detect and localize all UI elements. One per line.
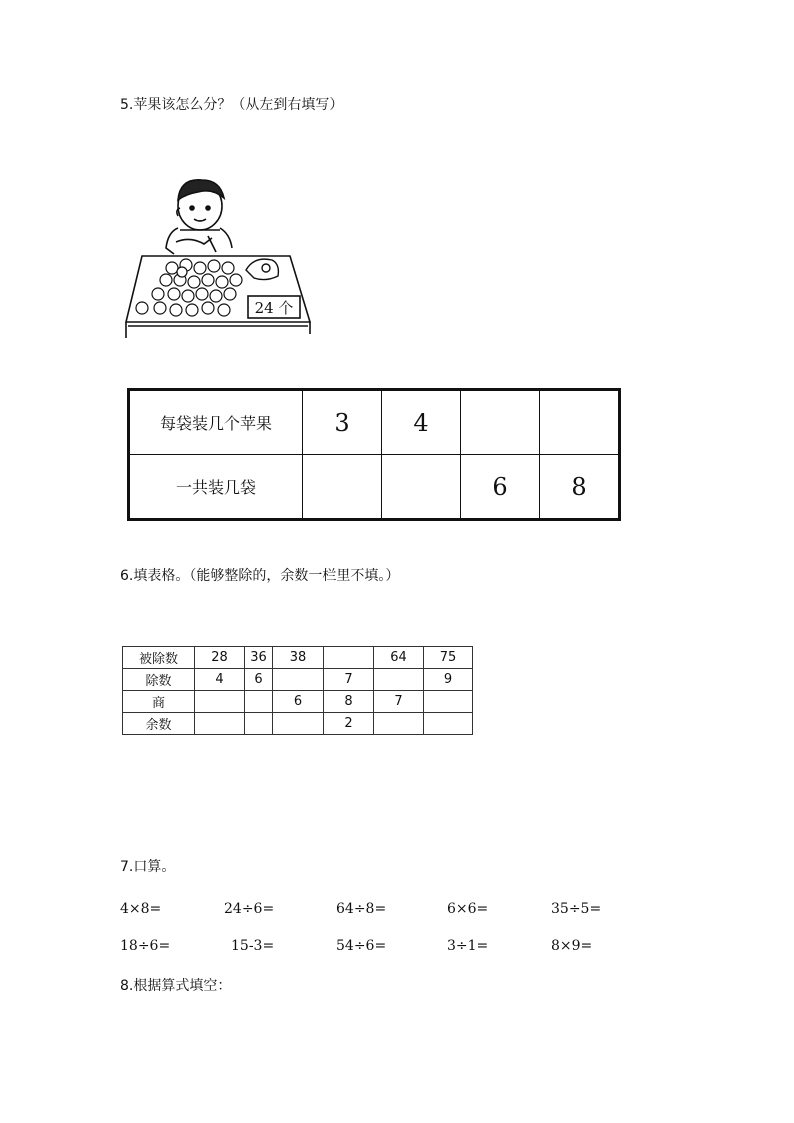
row-label: 被除数 bbox=[123, 647, 195, 669]
table-cell[interactable] bbox=[424, 691, 473, 713]
table-row bbox=[129, 390, 620, 455]
division-fill-table bbox=[122, 646, 473, 735]
table-cell[interactable] bbox=[273, 669, 324, 691]
table-cell[interactable]: 6 bbox=[461, 455, 540, 520]
table-row bbox=[123, 669, 473, 691]
table-cell[interactable]: 6 bbox=[273, 691, 324, 713]
table-cell[interactable]: 8 bbox=[324, 691, 374, 713]
table-cell[interactable]: 38 bbox=[273, 647, 324, 669]
row-label: 一共装几袋 bbox=[129, 455, 303, 520]
table-cell[interactable]: 6 bbox=[245, 669, 273, 691]
table-row bbox=[123, 713, 473, 735]
row-label: 每袋装几个苹果 bbox=[129, 390, 303, 455]
table-cell[interactable] bbox=[540, 390, 620, 455]
question-6-title: 6.填表格。（能够整除的，余数一栏里不填。） bbox=[120, 568, 400, 584]
table-cell[interactable]: 4 bbox=[382, 390, 461, 455]
table-cell[interactable] bbox=[303, 455, 382, 520]
table-cell[interactable] bbox=[461, 390, 540, 455]
table-row bbox=[123, 647, 473, 669]
table-cell[interactable] bbox=[374, 713, 424, 735]
table-cell[interactable] bbox=[324, 647, 374, 669]
calc-item[interactable]: 35÷5= bbox=[551, 901, 602, 917]
calc-item[interactable]: 54÷6= bbox=[336, 938, 387, 954]
table-cell[interactable] bbox=[195, 713, 245, 735]
calc-item[interactable]: 6×6= bbox=[447, 901, 489, 917]
table-cell[interactable] bbox=[245, 691, 273, 713]
calc-item[interactable]: 3÷1= bbox=[447, 938, 489, 954]
table-cell[interactable] bbox=[374, 669, 424, 691]
question-7-title: 7.口算。 bbox=[120, 859, 176, 875]
apple-pile bbox=[136, 259, 242, 316]
question-5-title: 5.苹果该怎么分？（从左到右填写） bbox=[120, 97, 344, 113]
row-label: 除数 bbox=[123, 669, 195, 691]
table-cell[interactable]: 8 bbox=[540, 455, 620, 520]
boy-figure bbox=[166, 180, 232, 254]
row-label: 商 bbox=[123, 691, 195, 713]
apple-count-label: 24 个 bbox=[254, 299, 294, 317]
table-cell[interactable]: 3 bbox=[303, 390, 382, 455]
apple-bag bbox=[246, 259, 278, 279]
table-cell[interactable]: 7 bbox=[374, 691, 424, 713]
table-cell[interactable]: 64 bbox=[374, 647, 424, 669]
question-8-title: 8.根据算式填空： bbox=[120, 978, 232, 994]
apple-division-table bbox=[127, 388, 621, 521]
calc-item[interactable]: 24÷6= bbox=[224, 901, 275, 917]
table-cell[interactable] bbox=[424, 713, 473, 735]
table-cell[interactable] bbox=[195, 691, 245, 713]
calc-item[interactable]: 64÷8= bbox=[336, 901, 387, 917]
table-cell[interactable]: 4 bbox=[195, 669, 245, 691]
table-row bbox=[129, 455, 620, 520]
table-cell[interactable] bbox=[273, 713, 324, 735]
table-cell[interactable]: 2 bbox=[324, 713, 374, 735]
table-cell[interactable]: 36 bbox=[245, 647, 273, 669]
table-cell[interactable]: 7 bbox=[324, 669, 374, 691]
calc-item[interactable]: 8×9= bbox=[551, 938, 593, 954]
boy-with-apples-illustration bbox=[120, 172, 316, 342]
table-cell[interactable]: 28 bbox=[195, 647, 245, 669]
table-row bbox=[123, 691, 473, 713]
table-cell[interactable]: 75 bbox=[424, 647, 473, 669]
table-cell[interactable] bbox=[245, 713, 273, 735]
row-label: 余数 bbox=[123, 713, 195, 735]
calc-item[interactable]: 4×8= bbox=[120, 901, 162, 917]
table-cell[interactable]: 9 bbox=[424, 669, 473, 691]
calc-item[interactable]: 18÷6= bbox=[120, 938, 171, 954]
calc-item[interactable]: 15-3= bbox=[231, 938, 275, 954]
table-cell[interactable] bbox=[382, 455, 461, 520]
